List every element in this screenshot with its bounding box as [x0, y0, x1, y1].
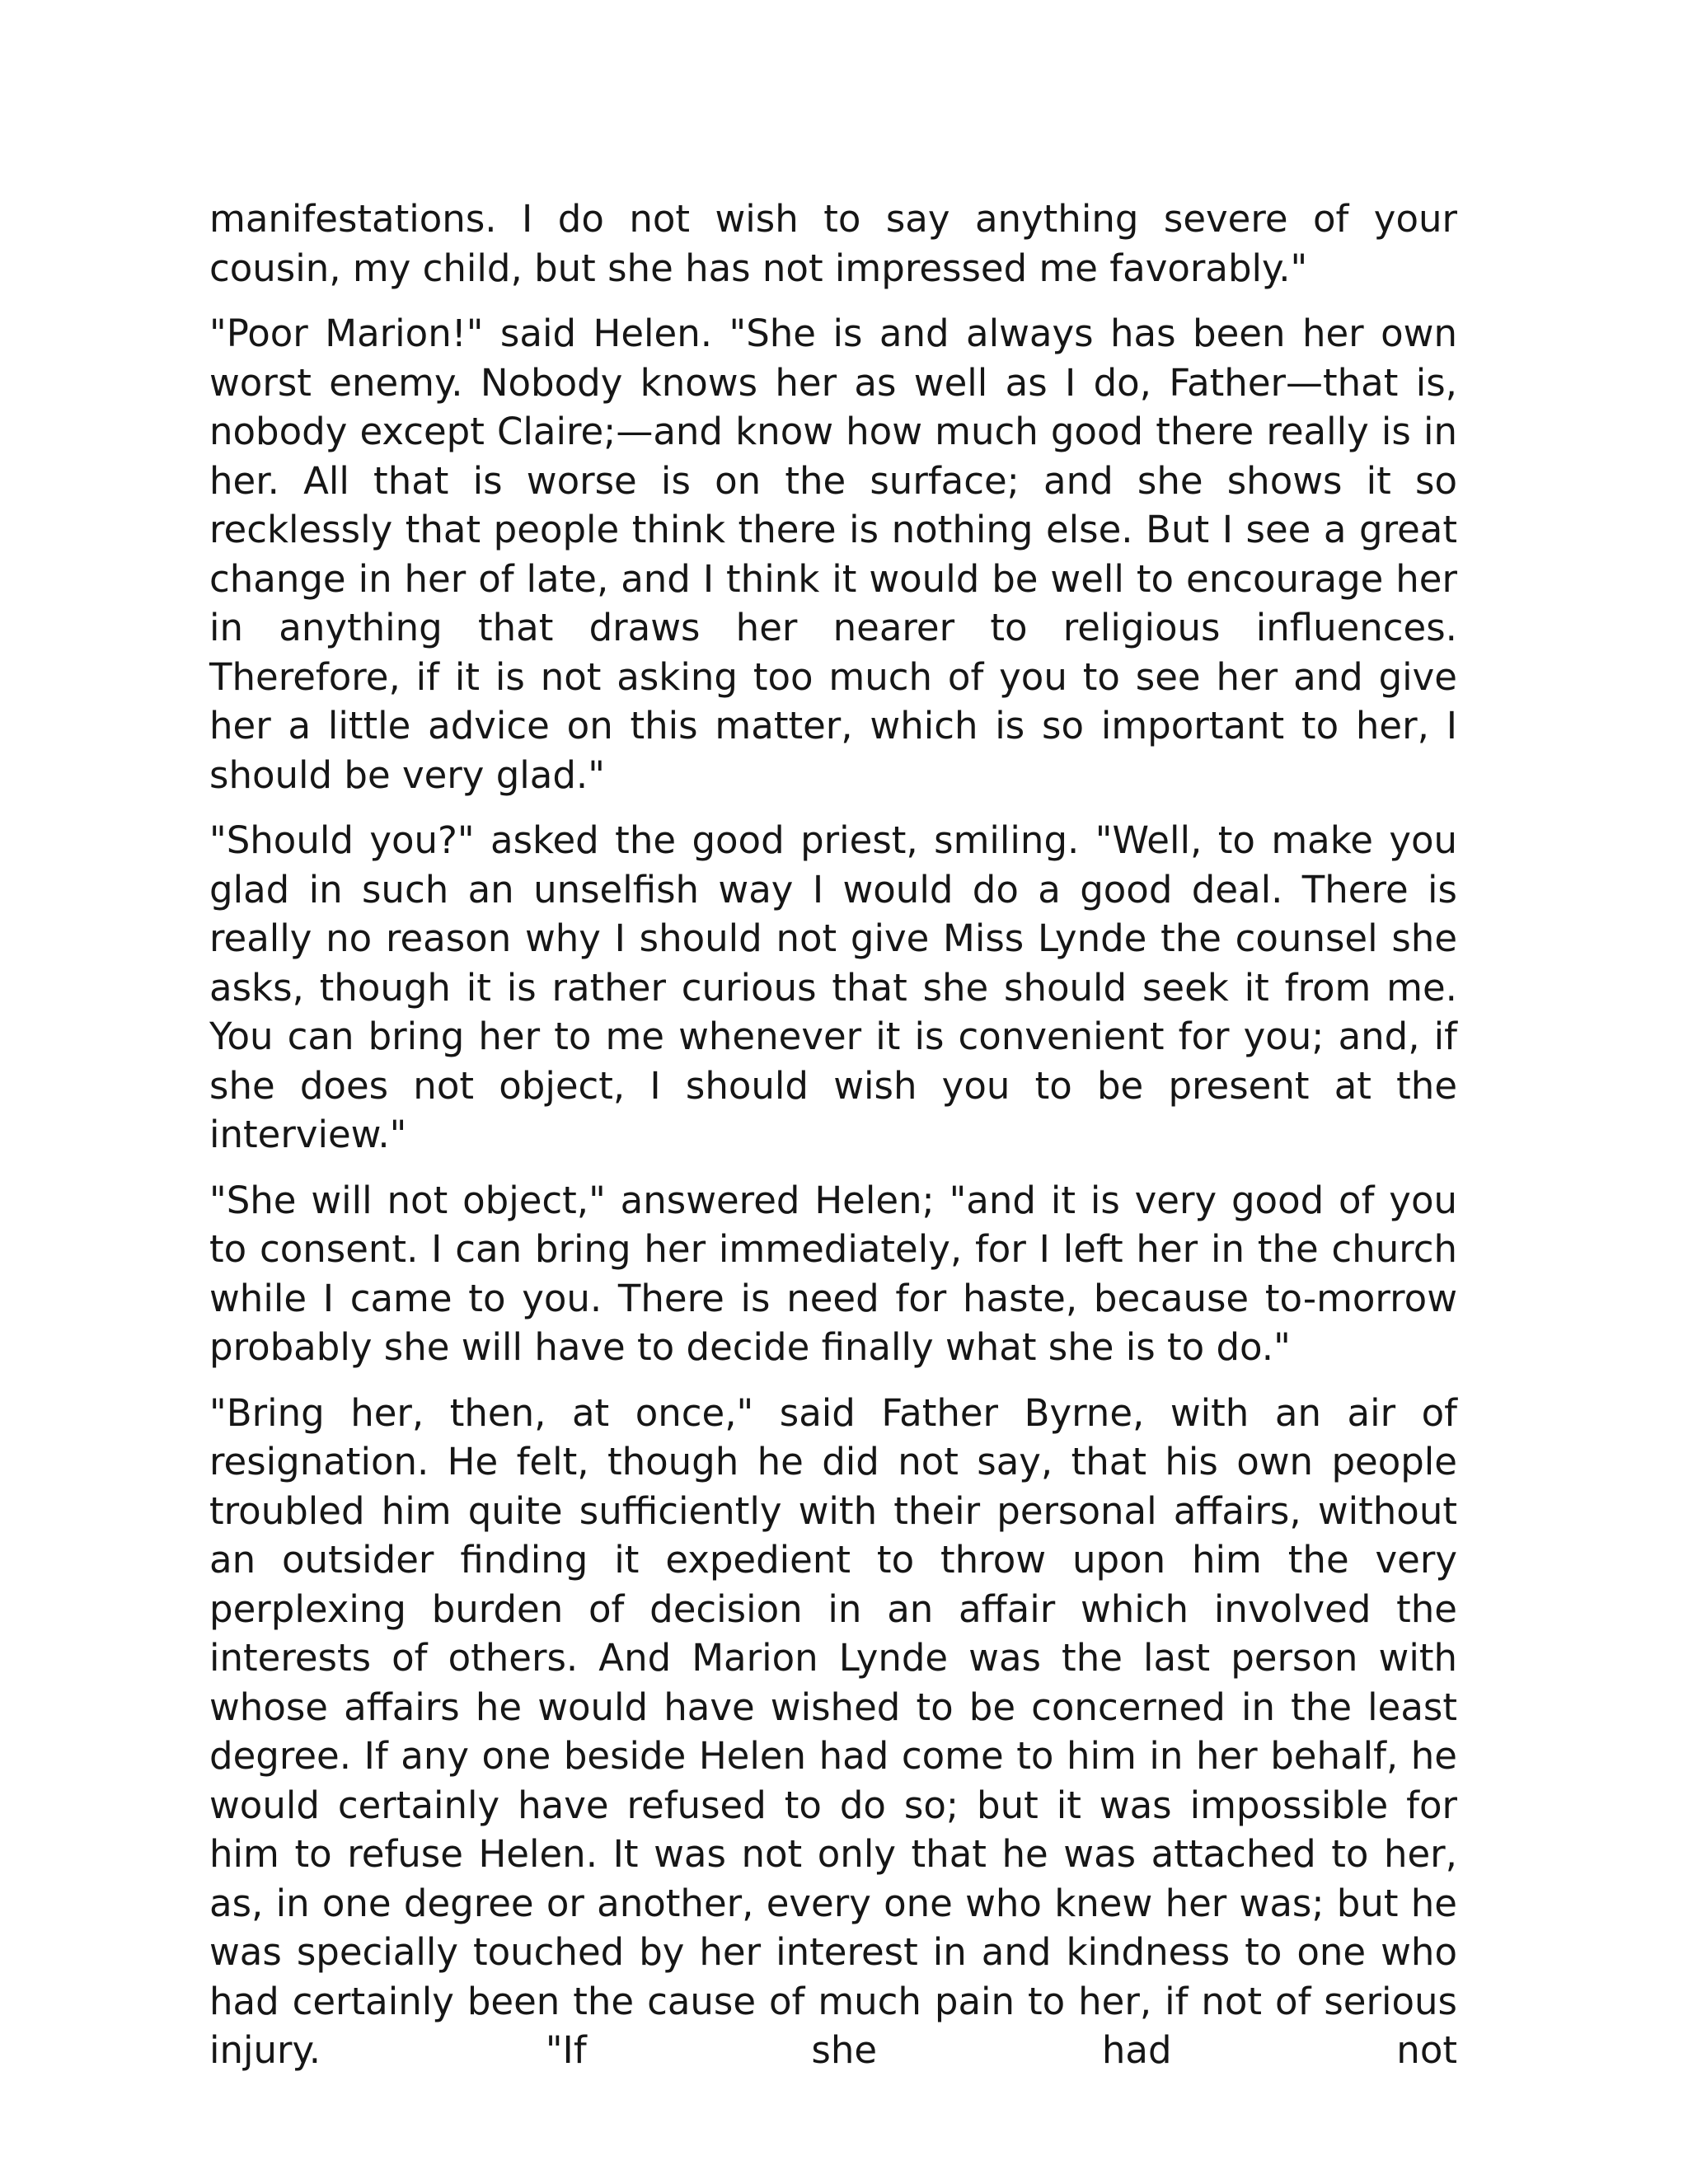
page-text [209, 194, 1457, 2092]
paragraph: "She will not object," answered Helen; "and it is very good of you to consent. I can bring her immediately, for I left her in the church while I came to you. There is need for haste, because to-morrow probably she will have to decide finally what she is to do." [209, 1178, 1457, 1369]
paragraph: "Should you?" asked the good priest, smiling. "Well, to make you glad in such an unselfish way I would do a good deal. There is really no reason why I should not give Miss Lynde the counsel she asks, though it is rather curious that she should seek it from me. You can bring her to me whenever it is convenient for you; and, if she does not object, I should wish you to be present at the interview." [209, 818, 1457, 1156]
paragraph: "Poor Marion!" said Helen. "She is and always has been her own worst enemy. Nobody knows her as well as I do, Father—that is, nobody except Claire;—and know how much good there really is in her. All that is worse is on the surface; and she shows it so recklessly that people think there is nothing else. But I see a great change in her of late, and I think it would be well to encourage her in anything that draws her nearer to religious influences. Therefore, if it is not asking too much of you to see her and give her a little advice on this matter, which is so important to her, I should be very glad." [209, 312, 1457, 797]
paragraph: manifestations. I do not wish to say anything severe of your cousin, my child, but she has not impressed me favorably." [209, 197, 1457, 290]
paragraph: "Bring her, then, at once," said Father Byrne, with an air of resignation. He felt, though he did not say, that his own people troubled him quite sufficiently with their personal affairs, without an outsider finding it expedient to throw upon him the very perplexing burden of decision in an affair which involved the interests of others. And Marion Lynde was the last person with whose affairs he would have wished to be concerned in the least degree. If any one beside Helen had come to him in her behalf, he would certainly have refused to do so; but it was impossible for him to refuse Helen. It was not only that he was attached to her, as, in one degree or another, every one who knew her was; but he was specially touched by her interest in and kindness to one who had certainly been the cause of much pain to her, if not of serious injury. "If she had not [209, 1390, 1457, 2072]
